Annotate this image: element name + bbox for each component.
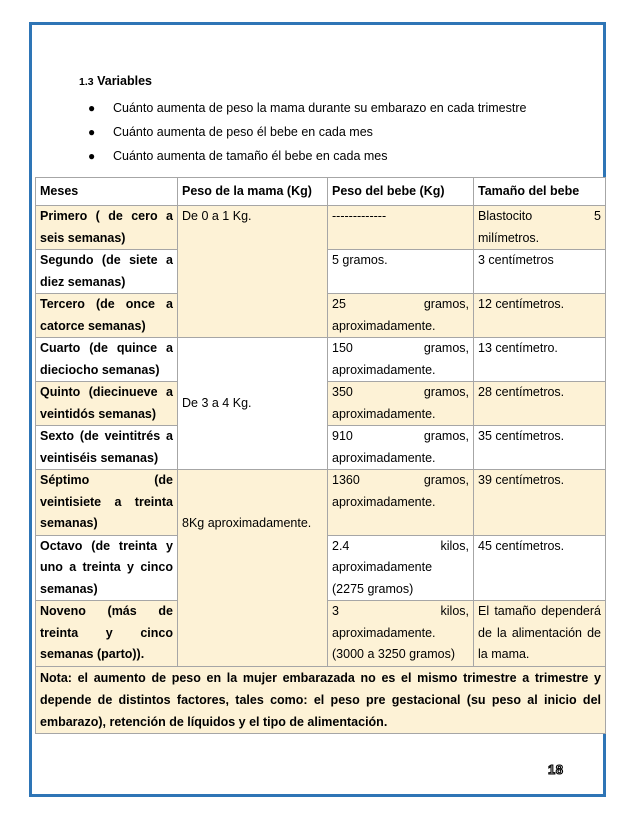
mom-weight-cell: 8Kg aproximadamente. — [178, 470, 328, 667]
month-cell: Sexto (de veintitrés a veintiséis semanas) — [36, 426, 178, 470]
baby-weight-cell: 2.4 kilos, aproximadamente (2275 gramos) — [328, 535, 474, 601]
baby-weight-cell: 25 gramos, aproximadamente. — [328, 294, 474, 338]
header-months: Meses — [36, 178, 178, 206]
baby-weight-cell: 350 gramos, aproximadamente. — [328, 382, 474, 426]
month-cell: Tercero (de once a catorce semanas) — [36, 294, 178, 338]
month-cell: Primero ( de cero a seis semanas) — [36, 206, 178, 250]
table-header-row — [36, 178, 606, 206]
mom-weight-cell: De 0 a 1 Kg. — [178, 206, 328, 338]
list-item: ● Cuánto aumenta de peso él bebe en cada mes — [88, 125, 373, 139]
baby-weight-cell: 3 kilos, aproximadamente. (3000 a 3250 gramos) — [328, 601, 474, 667]
month-cell: Octavo (de treinta y uno a treinta y cinco semanas) — [36, 535, 178, 601]
baby-size-cell: 28 centímetros. — [474, 382, 606, 426]
baby-weight-cell: 1360 gramos, aproximadamente. — [328, 470, 474, 536]
variables-table — [35, 177, 606, 734]
section-number: 1.3 — [79, 76, 94, 88]
table-row — [36, 206, 606, 250]
page-number: 18 — [548, 762, 564, 777]
baby-size-cell: 45 centímetros. — [474, 535, 606, 601]
list-item: ● Cuánto aumenta de peso la mama durante su embarazo en cada trimestre — [88, 101, 527, 115]
baby-size-cell: Blastocito 5 milímetros. — [474, 206, 606, 250]
table-row — [36, 338, 606, 382]
baby-size-cell: 13 centímetro. — [474, 338, 606, 382]
month-cell: Séptimo (de veintisiete a treinta semanas) — [36, 470, 178, 536]
baby-size-cell: 35 centímetros. — [474, 426, 606, 470]
bullet-icon: ● — [88, 125, 96, 139]
month-cell: Noveno (más de treinta y cinco semanas (parto)). — [36, 601, 178, 667]
section-title: Variables — [97, 74, 152, 88]
baby-weight-cell: 150 gramos, aproximadamente. — [328, 338, 474, 382]
variables-list — [88, 99, 526, 171]
table-row — [36, 470, 606, 536]
section-heading — [79, 74, 152, 88]
bullet-icon: ● — [88, 149, 96, 163]
note-row — [36, 666, 606, 733]
header-baby-size: Tamaño del bebe — [474, 178, 606, 206]
month-cell: Cuarto (de quince a dieciocho semanas) — [36, 338, 178, 382]
list-item: ● Cuánto aumenta de tamaño él bebe en cada mes — [88, 149, 388, 163]
baby-weight-cell: 910 gramos, aproximadamente. — [328, 426, 474, 470]
baby-size-cell: El tamaño dependerá de la alimentación de la mama. — [474, 601, 606, 667]
header-mom-weight: Peso de la mama (Kg) — [178, 178, 328, 206]
baby-size-cell: 12 centímetros. — [474, 294, 606, 338]
bullet-icon: ● — [88, 101, 96, 115]
baby-size-cell: 39 centímetros. — [474, 470, 606, 536]
baby-weight-cell: ------------- — [328, 206, 474, 250]
mom-weight-cell: De 3 a 4 Kg. — [178, 338, 328, 470]
baby-weight-cell: 5 gramos. — [328, 250, 474, 294]
month-cell: Quinto (diecinueve a veintidós semanas) — [36, 382, 178, 426]
month-cell: Segundo (de siete a diez semanas) — [36, 250, 178, 294]
header-baby-weight: Peso del bebe (Kg) — [328, 178, 474, 206]
baby-size-cell: 3 centímetros — [474, 250, 606, 294]
table-note: Nota: el aumento de peso en la mujer embarazada no es el mismo trimestre a trimestre y depende de distintos factores, tales como: el peso pre gestacional (su peso al inicio del embarazo), retención de líquidos y el tipo de alimentación. — [36, 666, 606, 733]
